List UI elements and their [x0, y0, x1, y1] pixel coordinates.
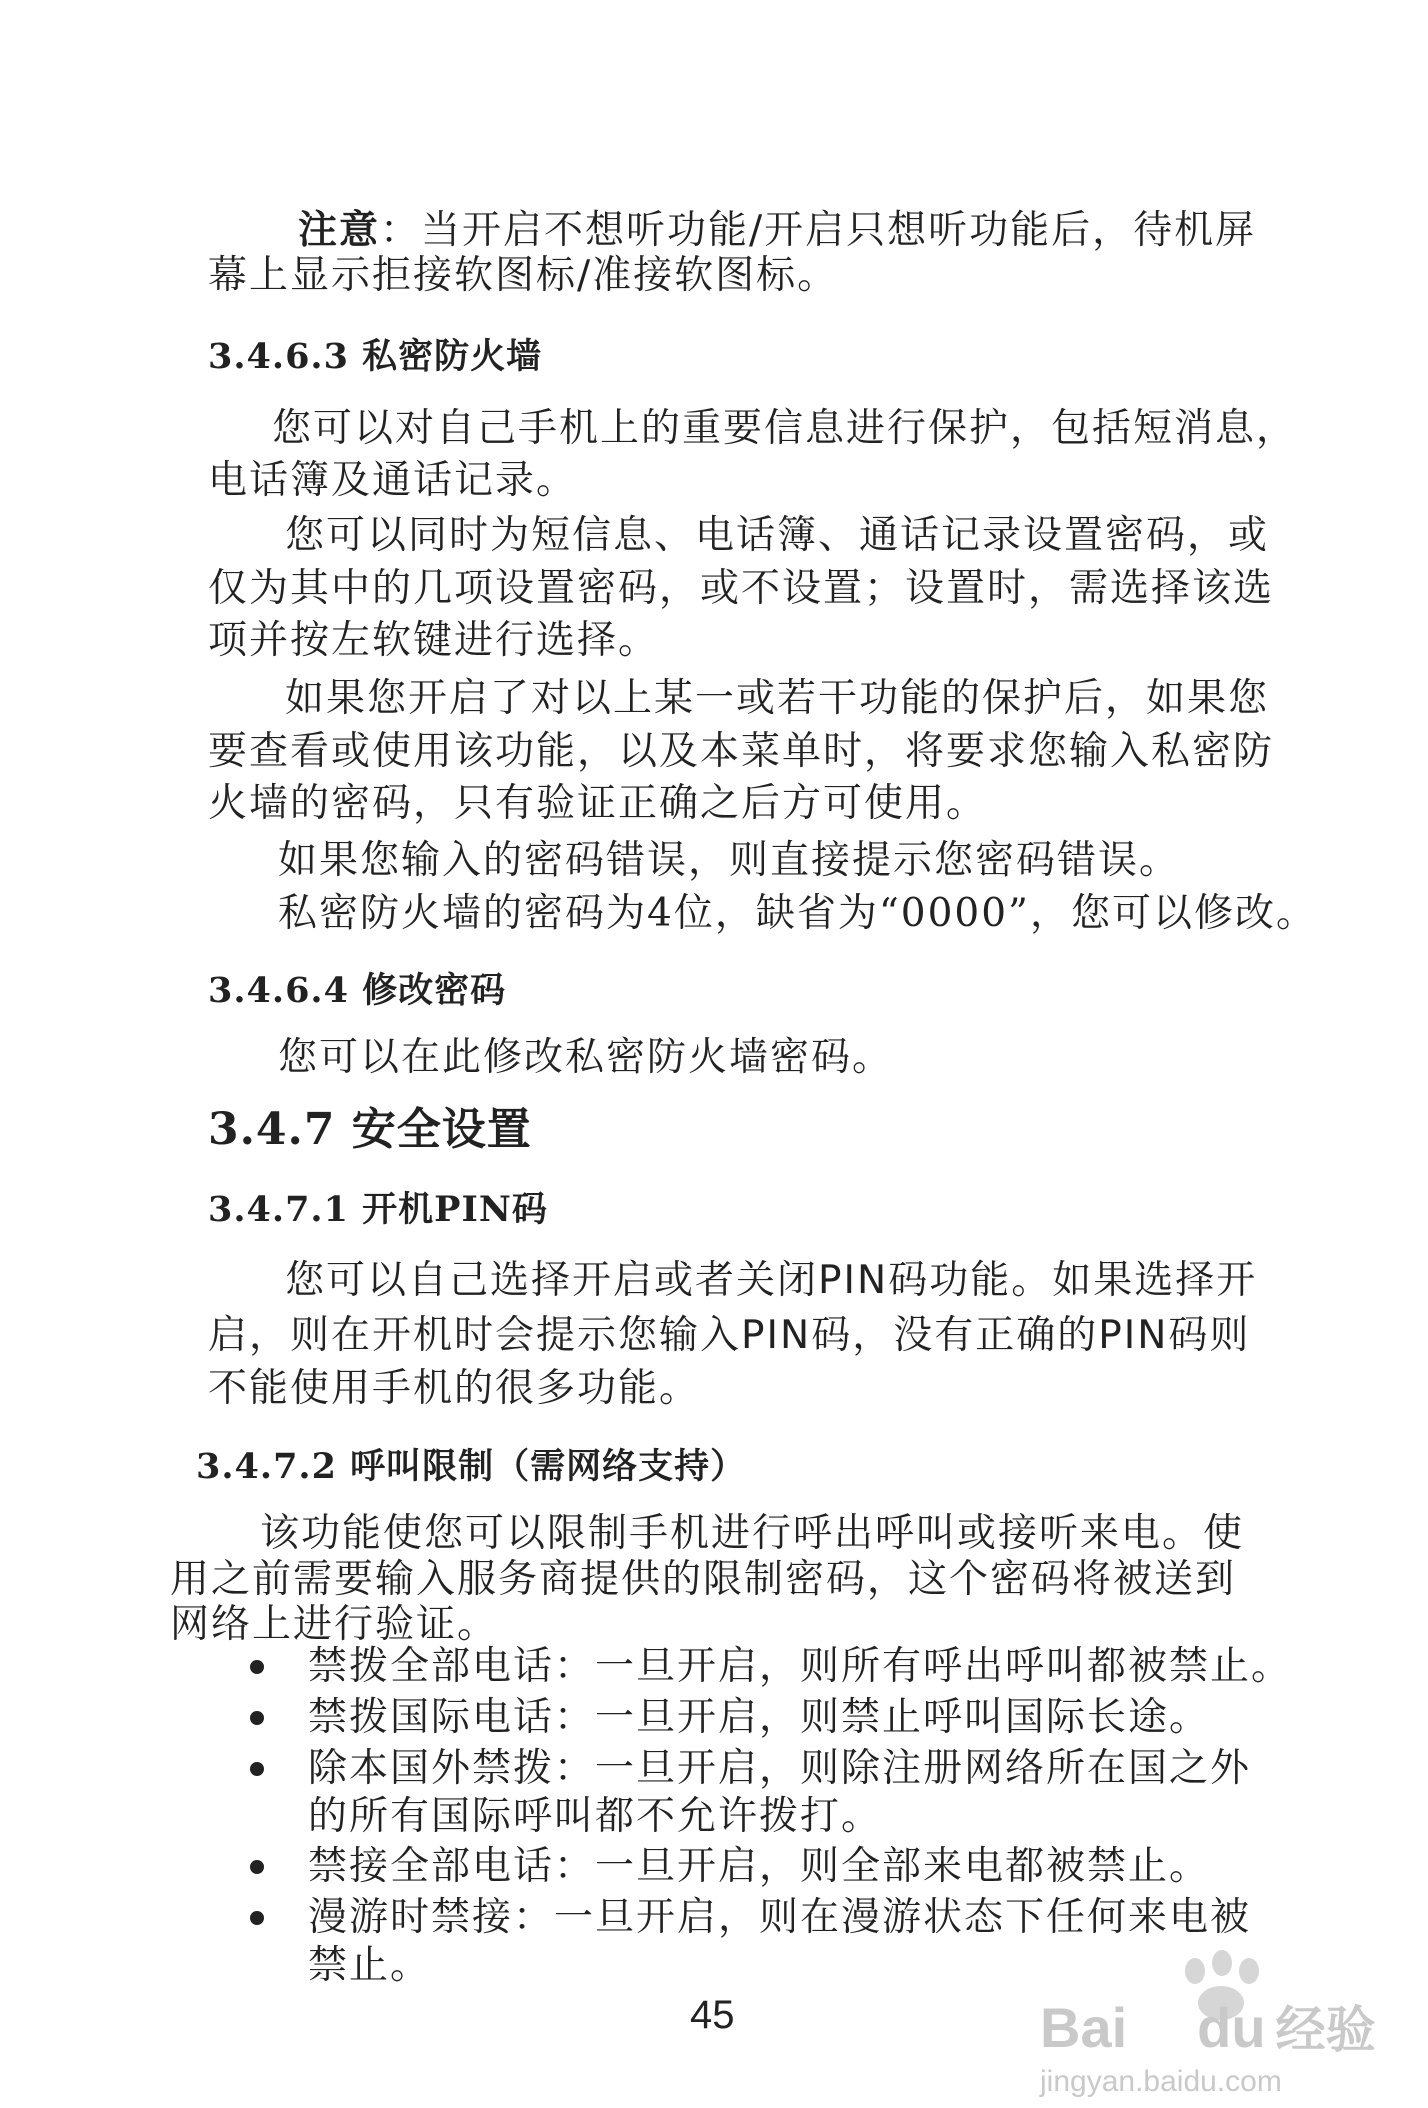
- list-item: 禁接全部电话：一旦开启，则全部来电都被禁止。: [308, 1844, 1211, 1889]
- bullet-icon: [250, 1711, 264, 1725]
- paragraph-line: 网络上进行验证。: [170, 1602, 499, 1647]
- paragraph-line: 仅为其中的几项设置密码，或不设置；设置时，需选择该选: [208, 566, 1275, 611]
- section-heading-3471: 3.4.7.1 开机PIN码: [208, 1189, 548, 1230]
- paragraph-line: 您可以在此修改私密防火墙密码。: [278, 1035, 894, 1080]
- list-item: 禁拨全部电话：一旦开启，则所有呼出呼叫都被禁止。: [308, 1644, 1293, 1689]
- watermark-brand2: du: [1197, 1996, 1266, 2059]
- watermark-logo: [1040, 1998, 1376, 2060]
- paragraph-line: 私密防火墙的密码为4位，缺省为“0000”，您可以修改。: [278, 891, 1317, 936]
- paw-icon: [1212, 1950, 1232, 1976]
- paragraph-line: 如果您开启了对以上某一或若干功能的保护后，如果您: [285, 676, 1270, 721]
- paw-icon: [1185, 1958, 1205, 1984]
- note-label: 注意: [298, 208, 381, 253]
- page-number: 45: [690, 1993, 735, 2037]
- paragraph-line: 电话簿及通话记录。: [208, 458, 578, 503]
- section-heading-3472: 3.4.7.2 呼叫限制（需网络支持）: [196, 1446, 747, 1487]
- paragraph-line: 您可以自己选择开启或者关闭PIN码功能。如果选择开: [285, 1258, 1258, 1303]
- paw-icon: [1239, 1958, 1259, 1984]
- watermark-product: 经验: [1275, 2002, 1376, 2058]
- section-heading-3464: 3.4.6.4 修改密码: [208, 970, 507, 1011]
- note-text-1: ：当开启不想听功能/开启只想听功能后，待机屏: [380, 208, 1257, 253]
- watermark-brand: Bai: [1040, 1996, 1128, 2059]
- section-heading-347: 3.4.7 安全设置: [208, 1104, 532, 1155]
- paragraph-line: 您可以对自己手机上的重要信息进行保护，包括短消息，: [272, 406, 1298, 451]
- note-line-2: 幕上显示拒接软图标/准接软图标。: [208, 253, 839, 298]
- bullet-icon: [250, 1762, 264, 1776]
- paragraph-line: 您可以同时为短信息、电话簿、通话记录设置密码，或: [285, 513, 1270, 558]
- paragraph-line: 启，则在开机时会提示您输入PIN码，没有正确的PIN码则: [208, 1313, 1251, 1358]
- watermark-url: jingyan.baidu.com: [1040, 2065, 1282, 2098]
- list-item: 漫游时禁接：一旦开启，则在漫游状态下任何来电被: [308, 1895, 1252, 1940]
- paragraph-line: 用之前需要输入服务商提供的限制密码，这个密码将被送到: [170, 1557, 1237, 1602]
- paragraph-line: 该功能使您可以限制手机进行呼出呼叫或接听来电。使: [260, 1511, 1245, 1556]
- bullet-icon: [250, 1911, 264, 1925]
- list-item: 禁拨国际电话：一旦开启，则禁止呼叫国际长途。: [308, 1695, 1211, 1740]
- list-item-continuation: 禁止。: [308, 1943, 432, 1988]
- list-item: 除本国外禁拨：一旦开启，则除注册网络所在国之外: [308, 1746, 1252, 1791]
- paragraph-line: 火墙的密码，只有验证正确之后方可使用。: [208, 781, 988, 826]
- paragraph-line: 要查看或使用该功能，以及本菜单时，将要求您输入私密防: [208, 729, 1275, 774]
- bullet-icon: [250, 1660, 264, 1674]
- paragraph-line: 不能使用手机的很多功能。: [208, 1366, 701, 1411]
- paragraph-line: 如果您输入的密码错误，则直接提示您密码错误。: [278, 838, 1181, 883]
- paragraph-line: 项并按左软键进行选择。: [208, 618, 660, 663]
- section-heading-3463: 3.4.6.3 私密防火墙: [208, 336, 543, 377]
- list-item-continuation: 的所有国际呼叫都不允许拨打。: [308, 1794, 883, 1839]
- bullet-icon: [250, 1860, 264, 1874]
